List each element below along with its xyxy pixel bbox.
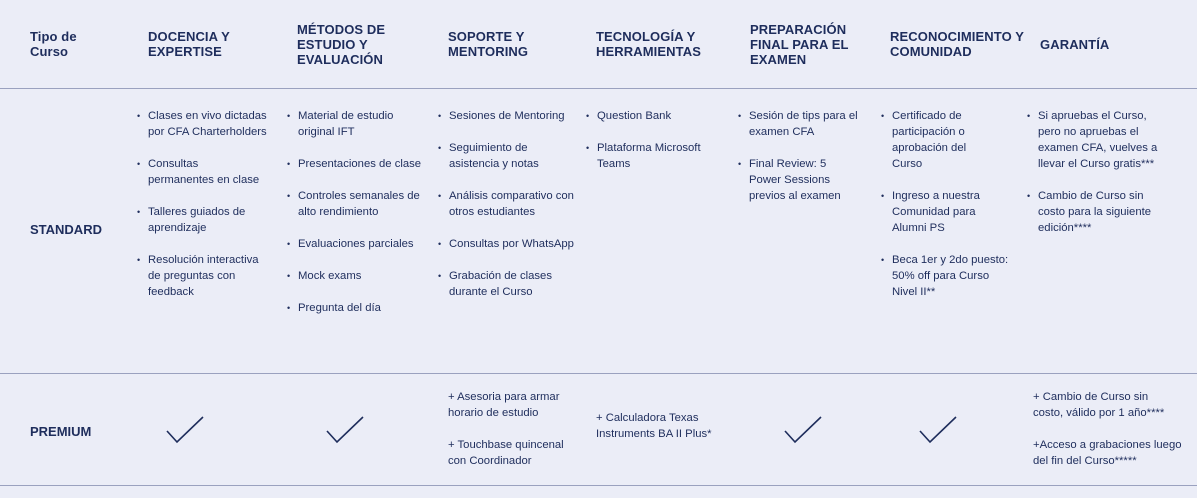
standard-preparacion-cell — [738, 108, 866, 220]
header-reconocimiento: RECONOCIMIENTO Y COMUNIDAD — [890, 29, 1024, 59]
list-item: • Clases en vivo dictadas por CFA Charterholders — [137, 108, 267, 140]
header-soporte: SOPORTE Y MENTORING — [448, 29, 529, 59]
header-metodos: MÉTODOS DE ESTUDIO Y EVALUACIÓN — [297, 21, 386, 67]
list-item: • Question Bank — [586, 108, 721, 124]
checkmark-icon — [165, 415, 205, 445]
standard-metodos-cell — [287, 108, 422, 332]
list-item: • Material de estudio original IFT — [287, 108, 422, 140]
list-item: • Grabación de clases durante el Curso — [438, 268, 578, 300]
checkmark-icon — [783, 415, 823, 445]
standard-soporte-cell — [438, 108, 578, 316]
header-garantia: GARANTÍA — [1040, 36, 1110, 52]
list-item: + Cambio de Curso sin costo, válido por 1 año**** — [1033, 391, 1165, 419]
list-item: • Final Review: 5 Power Sessions previos al examen — [738, 156, 857, 204]
list-item: + Calculadora Texas Instruments BA II Plus* — [596, 412, 712, 440]
premium-garantia-cell — [1033, 389, 1188, 485]
list-item: • Plataforma Microsoft Teams — [586, 140, 707, 172]
list-item: • Cambio de Curso sin costo para la siguiente edición**** — [1027, 188, 1168, 236]
standard-reconocimiento-cell — [881, 108, 1011, 316]
list-item: +Acceso a grabaciones luego del fin del Curso***** — [1033, 439, 1182, 467]
header-tecnologia: TECNOLOGÍA Y HERRAMIENTAS — [596, 29, 701, 59]
checkmark-icon — [325, 415, 365, 445]
row-label-premium: PREMIUM — [30, 424, 92, 439]
row-divider — [0, 485, 1197, 486]
list-item: • Beca 1er y 2do puesto: 50% off para Curso Nivel II** — [881, 252, 1011, 300]
row-label-standard: STANDARD — [30, 222, 102, 237]
header-docencia: DOCENCIA Y EXPERTISE — [148, 29, 230, 59]
list-item: • Resolución interactiva de preguntas con feedback — [137, 252, 267, 300]
list-item: + Touchbase quincenal con Coordinador — [448, 439, 564, 467]
list-item: • Ingreso a nuestra Comunidad para Alumni PS — [881, 188, 1011, 236]
row-divider — [0, 373, 1197, 374]
list-item: • Consultas permanentes en clase — [137, 156, 267, 188]
list-item: + Asesoria para armar horario de estudio — [448, 391, 560, 419]
list-item: • Si apruebas el Curso, pero no apruebas el examen CFA, vuelves a llevar el Curso gratis*** — [1027, 108, 1168, 172]
list-item: • Mock exams — [287, 268, 422, 284]
standard-garantia-cell — [1027, 108, 1177, 252]
header-preparacion: PREPARACIÓN FINAL PARA EL EXAMEN — [750, 21, 849, 67]
table-header — [0, 0, 1197, 88]
list-item: • Talleres guiados de aprendizaje — [137, 204, 267, 236]
standard-tecnologia-cell — [586, 108, 721, 188]
premium-soporte-cell — [448, 389, 583, 485]
list-item: • Sesiones de Mentoring — [438, 108, 578, 124]
list-item: • Seguimiento de asistencia y notas — [438, 140, 578, 172]
list-item: • Controles semanales de alto rendimiento — [287, 188, 422, 220]
list-item: • Evaluaciones parciales — [287, 236, 422, 252]
premium-tecnologia-cell — [596, 410, 726, 458]
list-item: • Sesión de tips para el examen CFA — [738, 108, 866, 140]
list-item: • Certificado de participación o aprobación del Curso — [881, 108, 992, 172]
list-item: • Pregunta del día — [287, 300, 422, 316]
list-item: • Consultas por WhatsApp — [438, 236, 578, 252]
header-divider — [0, 88, 1197, 89]
standard-docencia-cell — [137, 108, 267, 316]
checkmark-icon — [918, 415, 958, 445]
list-item: • Presentaciones de clase — [287, 156, 422, 172]
header-tipo-curso: Tipo de Curso — [30, 29, 77, 59]
list-item: • Análisis comparativo con otros estudiantes — [438, 188, 578, 220]
